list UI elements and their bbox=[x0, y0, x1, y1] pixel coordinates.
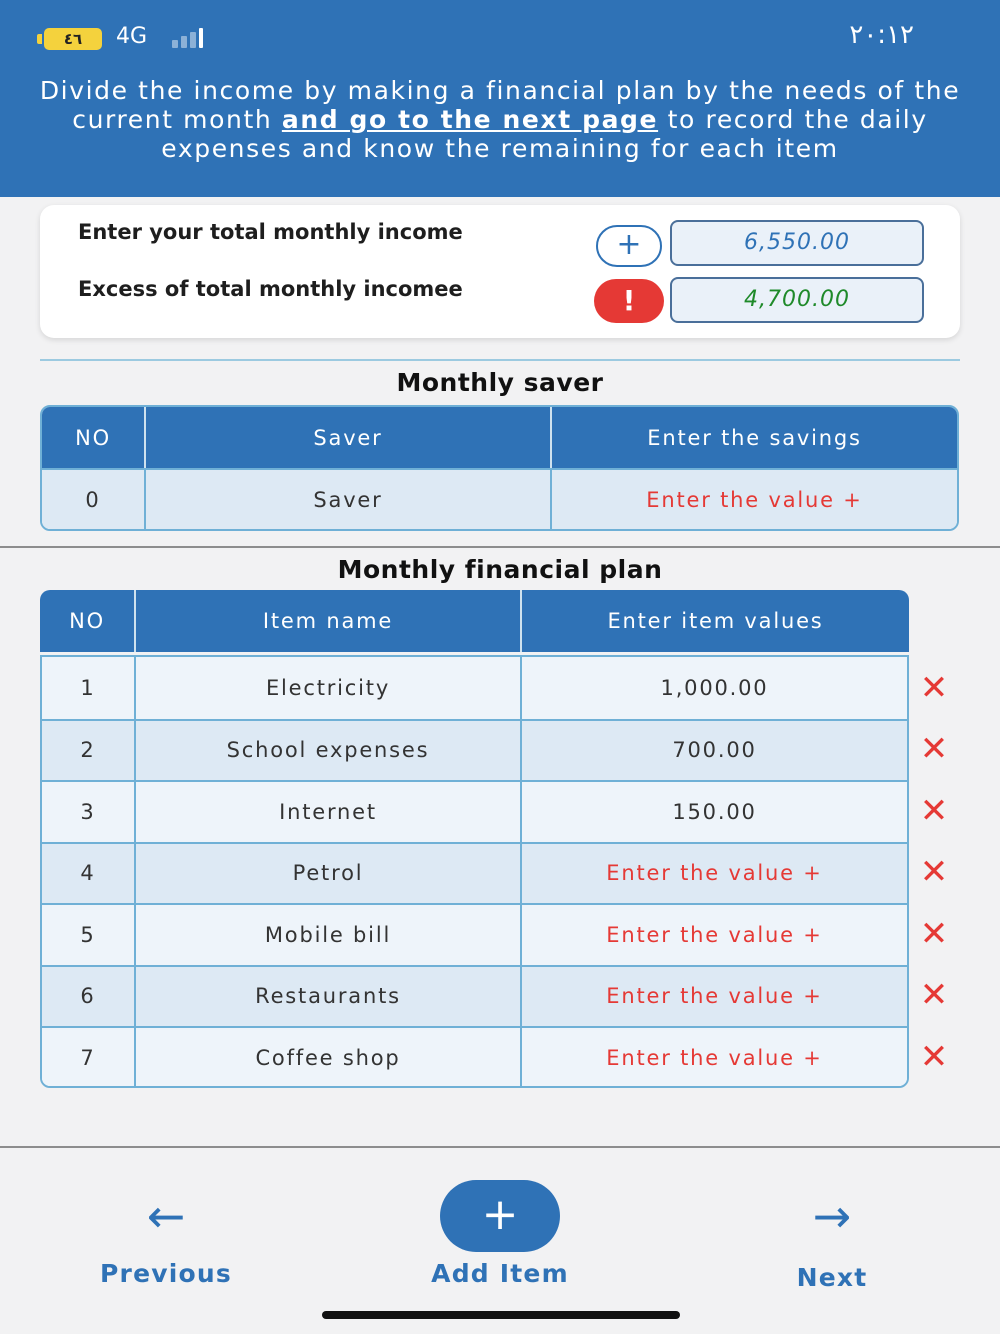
row-no: 1 bbox=[42, 657, 136, 719]
saver-table-header bbox=[42, 407, 957, 468]
delete-row-icon[interactable]: ✕ bbox=[919, 729, 949, 769]
delete-row-icon[interactable]: ✕ bbox=[919, 852, 949, 892]
total-income-label: Enter your total monthly income bbox=[78, 220, 463, 244]
row-item-value[interactable]: 700.00 bbox=[522, 721, 907, 781]
row-item-name[interactable]: School expenses bbox=[136, 721, 522, 781]
excess-income-field: 4,700.00 bbox=[670, 277, 924, 323]
row-item-name[interactable]: Internet bbox=[136, 782, 522, 842]
row-no: 6 bbox=[42, 967, 136, 1027]
table-row bbox=[42, 1026, 907, 1088]
table-row bbox=[42, 657, 907, 719]
saver-row bbox=[42, 468, 957, 529]
saver-no: 0 bbox=[42, 470, 146, 529]
intro-text-before: Divide the income by making a financial plan by the needs of the current month bbox=[39, 76, 961, 134]
previous-button[interactable]: Previous bbox=[100, 1259, 232, 1288]
total-income-field[interactable]: 6,550.00 bbox=[670, 220, 924, 266]
intro-text-after: to record the daily expenses and know the remaining for each item bbox=[161, 105, 928, 163]
row-no: 2 bbox=[42, 721, 136, 781]
divider bbox=[0, 1146, 1000, 1148]
excess-income-label: Excess of total monthly incomee bbox=[78, 277, 463, 301]
row-no: 7 bbox=[42, 1028, 136, 1088]
row-item-value[interactable]: 150.00 bbox=[522, 782, 907, 842]
row-item-name[interactable]: Restaurants bbox=[136, 967, 522, 1027]
saver-value-input[interactable]: Enter the value + bbox=[552, 470, 957, 529]
saver-name: Saver bbox=[146, 470, 552, 529]
row-item-name[interactable]: Coffee shop bbox=[136, 1028, 522, 1088]
col-header-item-name: Item name bbox=[136, 590, 522, 652]
col-header-savings: Enter the savings bbox=[552, 407, 957, 468]
clock: ٢٠:١٢ bbox=[849, 20, 914, 50]
col-header-no: NO bbox=[42, 407, 146, 468]
battery-icon: ٤٦ bbox=[44, 28, 102, 50]
plan-table-header bbox=[40, 590, 909, 652]
add-item-label[interactable]: Add Item bbox=[431, 1259, 569, 1288]
alert-icon[interactable]: ! bbox=[594, 279, 664, 323]
intro-text bbox=[30, 76, 970, 163]
table-row bbox=[42, 965, 907, 1027]
battery-tip bbox=[37, 34, 42, 44]
col-header-item-values: Enter item values bbox=[522, 590, 909, 652]
row-value-input[interactable]: Enter the value + bbox=[522, 967, 907, 1027]
row-item-value[interactable]: 1,000.00 bbox=[522, 657, 907, 719]
delete-row-icon[interactable]: ✕ bbox=[919, 914, 949, 954]
header bbox=[0, 0, 1000, 197]
row-no: 5 bbox=[42, 905, 136, 965]
row-item-name[interactable]: Electricity bbox=[136, 657, 522, 719]
home-indicator bbox=[322, 1311, 680, 1319]
table-row bbox=[42, 903, 907, 965]
add-item-button[interactable]: + bbox=[440, 1180, 560, 1252]
next-arrow-icon[interactable]: → bbox=[812, 1189, 852, 1243]
add-income-button[interactable]: + bbox=[596, 225, 662, 267]
row-no: 4 bbox=[42, 844, 136, 904]
row-no: 3 bbox=[42, 782, 136, 842]
table-row bbox=[42, 780, 907, 842]
next-page-link[interactable]: and go to the next page bbox=[281, 105, 659, 134]
col-header-no: NO bbox=[40, 590, 136, 652]
saver-table bbox=[40, 405, 959, 531]
network-type: 4G bbox=[116, 24, 148, 49]
next-button[interactable]: Next bbox=[796, 1263, 868, 1292]
row-value-input[interactable]: Enter the value + bbox=[522, 905, 907, 965]
status-bar bbox=[0, 20, 1000, 56]
divider bbox=[40, 359, 960, 361]
saver-section-title: Monthly saver bbox=[396, 368, 604, 397]
delete-row-icon[interactable]: ✕ bbox=[919, 791, 949, 831]
divider bbox=[0, 546, 1000, 548]
signal-icon bbox=[172, 28, 216, 50]
col-header-saver: Saver bbox=[146, 407, 552, 468]
plan-table-header-wrap bbox=[40, 590, 909, 652]
delete-row-icon[interactable]: ✕ bbox=[919, 668, 949, 708]
plan-section-title: Monthly financial plan bbox=[337, 555, 663, 584]
table-row bbox=[42, 842, 907, 904]
delete-row-icon[interactable]: ✕ bbox=[919, 975, 949, 1015]
row-item-name[interactable]: Mobile bill bbox=[136, 905, 522, 965]
table-row bbox=[42, 719, 907, 781]
row-value-input[interactable]: Enter the value + bbox=[522, 1028, 907, 1088]
row-value-input[interactable]: Enter the value + bbox=[522, 844, 907, 904]
row-item-name[interactable]: Petrol bbox=[136, 844, 522, 904]
plan-table bbox=[40, 655, 909, 1088]
income-card bbox=[40, 205, 960, 338]
previous-arrow-icon[interactable]: ← bbox=[146, 1189, 186, 1243]
delete-row-icon[interactable]: ✕ bbox=[919, 1037, 949, 1077]
